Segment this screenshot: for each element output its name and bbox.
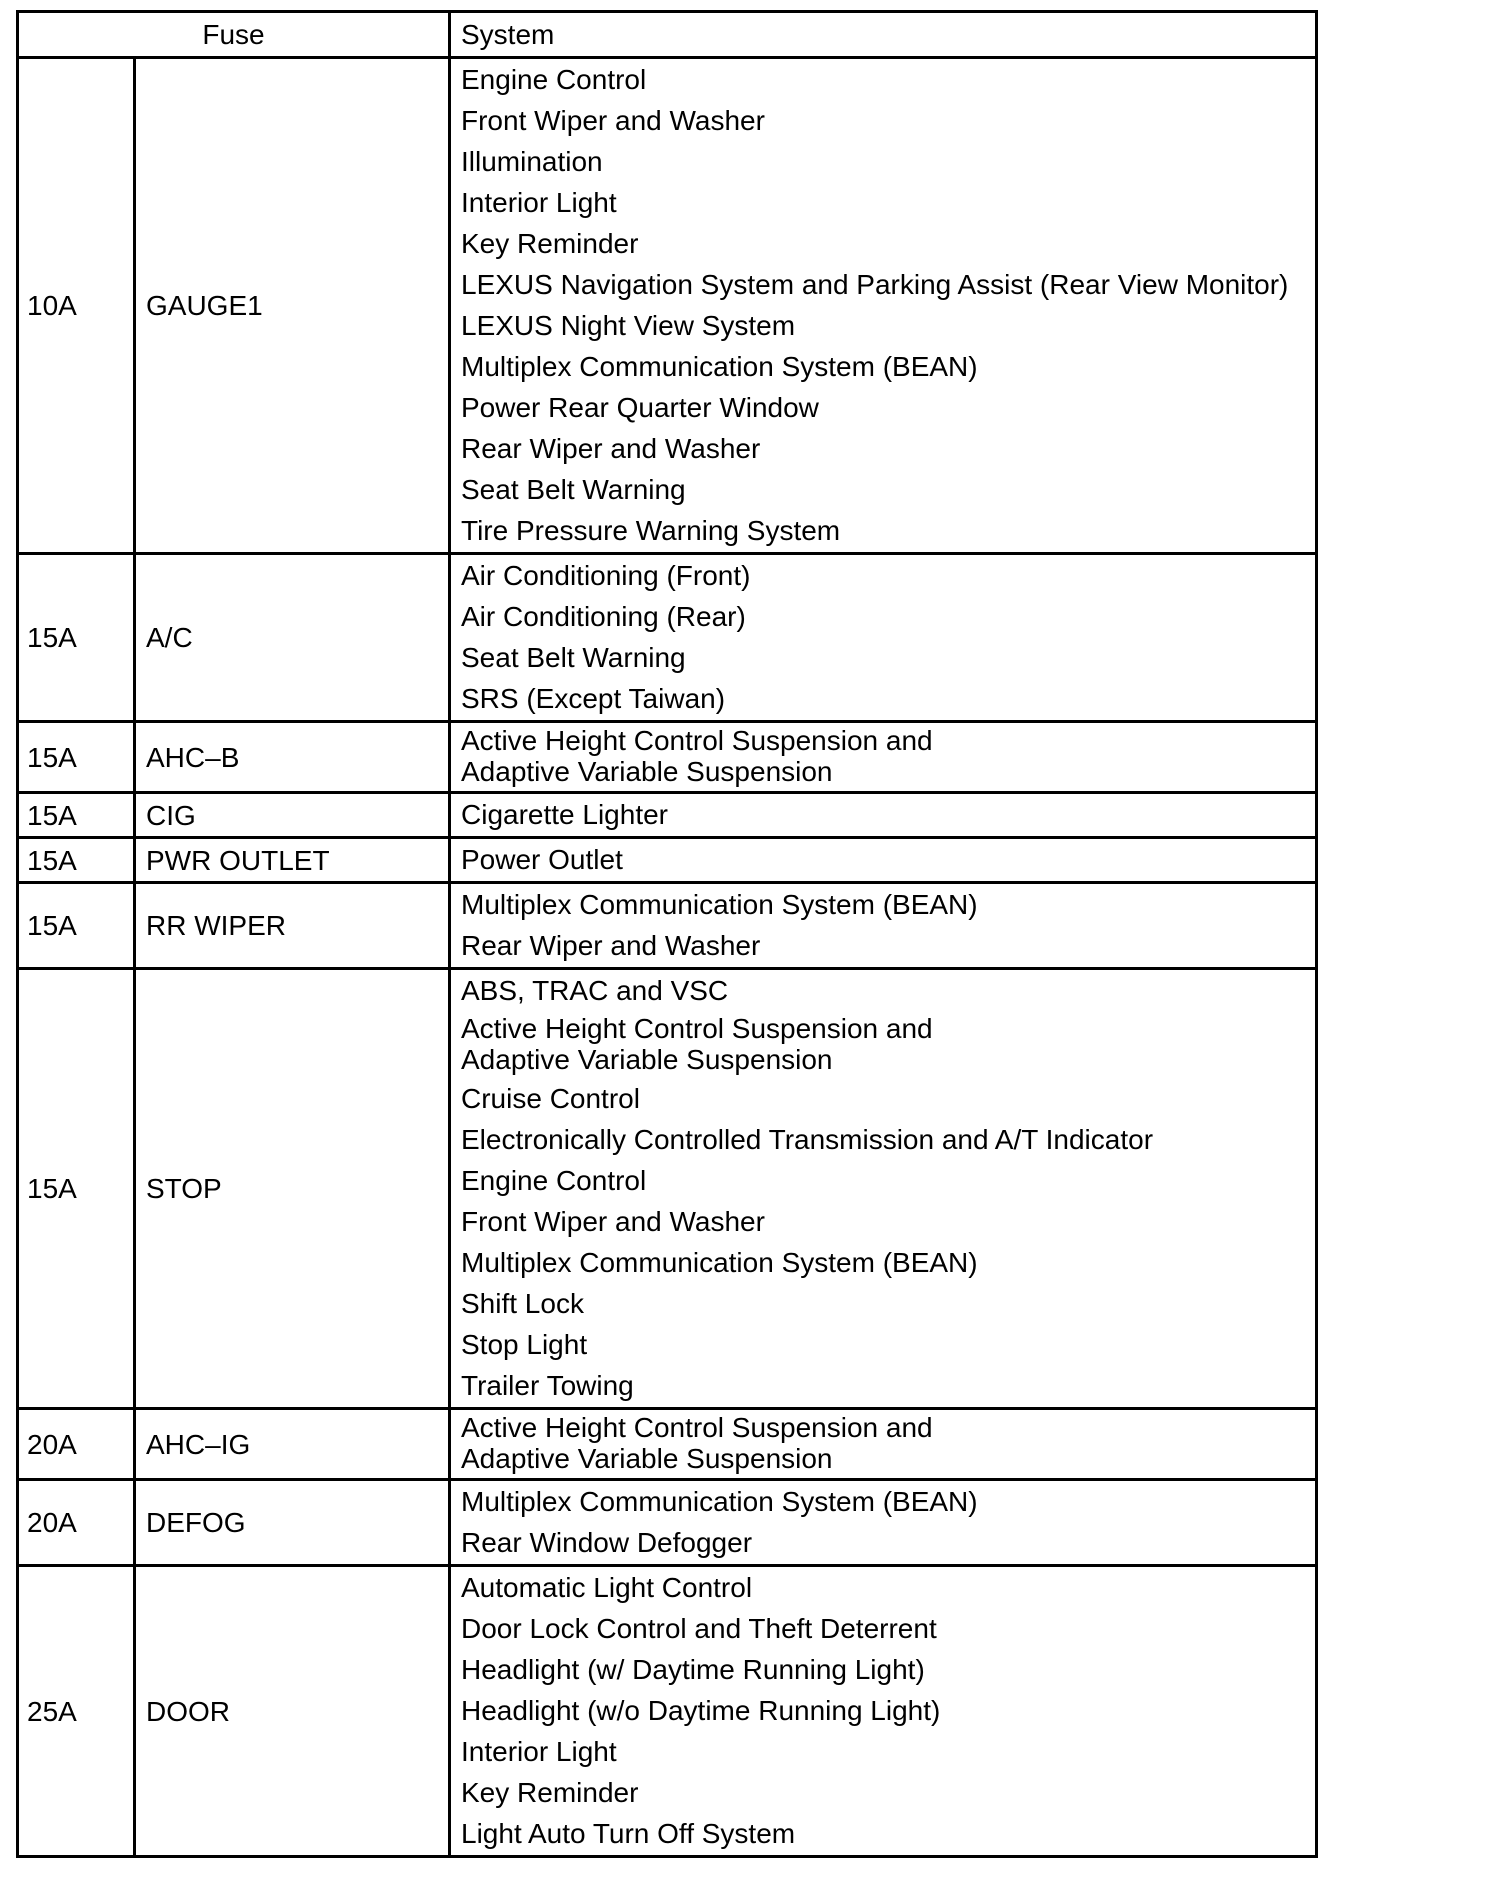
system-item: Tire Pressure Warning System: [461, 515, 841, 546]
system-item: Front Wiper and Washer: [461, 1206, 765, 1237]
table-row: [18, 554, 1317, 722]
fuse-systems: [450, 554, 1317, 722]
system-item: SRS (Except Taiwan): [461, 683, 726, 714]
system-item: Rear Wiper and Washer: [461, 930, 761, 961]
fuse-systems: [450, 722, 1317, 793]
system-item: LEXUS Navigation System and Parking Assist (Rear View Monitor): [461, 269, 1289, 300]
system-item: Door Lock Control and Theft Deterrent: [461, 1613, 937, 1644]
header-system: System: [450, 12, 1317, 58]
system-item: Trailer Towing: [461, 1370, 634, 1401]
system-item: Stop Light: [461, 1329, 588, 1360]
system-item: Power Outlet: [461, 844, 623, 875]
system-item: Seat Belt Warning: [461, 474, 686, 505]
system-item: Multiplex Communication System (BEAN): [461, 351, 978, 382]
fuse-name: PWR OUTLET: [135, 838, 450, 883]
fuse-name: GAUGE1: [135, 58, 450, 554]
system-item: Multiplex Communication System (BEAN): [461, 1486, 978, 1517]
fuse-amperage: 25A: [18, 1566, 135, 1857]
fuse-table: [16, 10, 1318, 1858]
fuse-name: STOP: [135, 969, 450, 1409]
fuse-amperage: 15A: [18, 883, 135, 969]
fuse-amperage: 15A: [18, 969, 135, 1409]
fuse-amperage: 20A: [18, 1480, 135, 1566]
system-item: Cigarette Lighter: [461, 799, 669, 830]
fuse-systems: [450, 1566, 1317, 1857]
system-item: Interior Light: [461, 1736, 617, 1767]
fuse-amperage: 15A: [18, 793, 135, 838]
table-row: [18, 793, 1317, 838]
fuse-name: RR WIPER: [135, 883, 450, 969]
fuse-name: AHC–IG: [135, 1409, 450, 1480]
system-item: Multiplex Communication System (BEAN): [461, 1247, 978, 1278]
system-item: Front Wiper and Washer: [461, 105, 765, 136]
fuse-systems: [450, 793, 1317, 838]
table-row: [18, 1409, 1317, 1480]
system-item: LEXUS Night View System: [461, 310, 796, 341]
system-item: Active Height Control Suspension and Adaptive Variable Suspension: [461, 1412, 933, 1474]
system-item: Active Height Control Suspension and Adaptive Variable Suspension: [461, 725, 933, 787]
system-item: Illumination: [461, 146, 603, 177]
system-item: Shift Lock: [461, 1288, 584, 1319]
fuse-systems: [450, 883, 1317, 969]
table-row: [18, 969, 1317, 1409]
fuse-systems: [450, 1480, 1317, 1566]
system-item: Rear Window Defogger: [461, 1527, 753, 1558]
system-item: Power Rear Quarter Window: [461, 392, 819, 423]
fuse-amperage: 15A: [18, 554, 135, 722]
system-item: Key Reminder: [461, 228, 639, 259]
table-row: [18, 1566, 1317, 1857]
fuse-systems: [450, 58, 1317, 554]
fuse-name: AHC–B: [135, 722, 450, 793]
system-item: Air Conditioning (Rear): [461, 601, 746, 632]
table-row: [18, 883, 1317, 969]
system-item: Automatic Light Control: [461, 1572, 753, 1603]
system-item: Interior Light: [461, 187, 617, 218]
table-row: [18, 58, 1317, 554]
header-fuse: Fuse: [18, 12, 450, 58]
fuse-systems: [450, 969, 1317, 1409]
table-row: [18, 838, 1317, 883]
system-item: Engine Control: [461, 1165, 647, 1196]
system-item: Key Reminder: [461, 1777, 639, 1808]
fuse-name: DEFOG: [135, 1480, 450, 1566]
fuse-name: DOOR: [135, 1566, 450, 1857]
system-item: Cruise Control: [461, 1083, 640, 1114]
fuse-amperage: 20A: [18, 1409, 135, 1480]
fuse-name: A/C: [135, 554, 450, 722]
system-item: Light Auto Turn Off System: [461, 1818, 796, 1849]
fuse-name: CIG: [135, 793, 450, 838]
system-item: Air Conditioning (Front): [461, 560, 751, 591]
system-item: Electronically Controlled Transmission and A/T Indicator: [461, 1124, 1154, 1155]
fuse-systems: [450, 1409, 1317, 1480]
fuse-amperage: 15A: [18, 722, 135, 793]
table-row: [18, 722, 1317, 793]
fuse-amperage: 15A: [18, 838, 135, 883]
system-item: Multiplex Communication System (BEAN): [461, 889, 978, 920]
system-item: Active Height Control Suspension and Adaptive Variable Suspension: [461, 1013, 933, 1075]
system-item: Rear Wiper and Washer: [461, 433, 761, 464]
fuse-amperage: 10A: [18, 58, 135, 554]
header-row: [18, 12, 1317, 58]
table-row: [18, 1480, 1317, 1566]
fuse-systems: [450, 838, 1317, 883]
system-item: ABS, TRAC and VSC: [461, 975, 729, 1006]
system-item: Headlight (w/ Daytime Running Light): [461, 1654, 925, 1685]
system-item: Seat Belt Warning: [461, 642, 686, 673]
system-item: Headlight (w/o Daytime Running Light): [461, 1695, 941, 1726]
system-item: Engine Control: [461, 64, 647, 95]
